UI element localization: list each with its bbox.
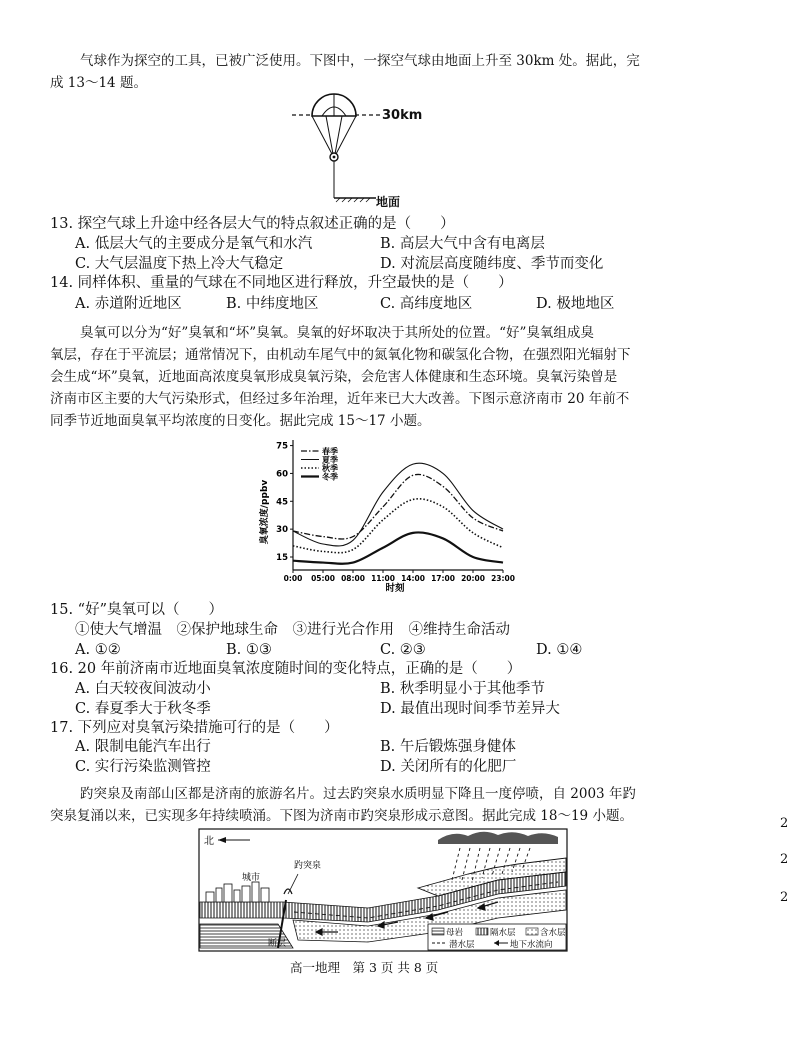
y-tick-label: 45: [276, 497, 288, 508]
intro1-line1: 气球作为探空的工具，已被广泛使用。下图中，一探空气球由地面上升至 30km 处。据此，完: [80, 53, 640, 69]
q13-option-b[interactable]: B. 高层大气中含有电离层: [380, 236, 545, 252]
q16-option-c[interactable]: C. 春夏季大于秋冬季: [75, 701, 211, 717]
q15-option-a[interactable]: A. ①②: [75, 642, 121, 658]
margin-mark-3: 2: [780, 890, 789, 905]
q14-stem: 14. 同样体积、重量的气球在不同地区进行释放，升空最快的是（ ）: [50, 275, 513, 291]
q14-option-a[interactable]: A. 赤道附近地区: [75, 296, 182, 312]
q14-option-b[interactable]: B. 中纬度地区: [226, 296, 319, 312]
intro3-line1: 趵突泉及南部山区都是济南的旅游名片。过去趵突泉水质明显下降且一度停喷，自 2003 年趵: [80, 786, 636, 802]
intro2-line4: 济南市区主要的大气污染形式，但经过多年治理，近年来已大大改善。下图示意济南市 20 年前不: [50, 391, 630, 407]
q17-option-d[interactable]: D. 关闭所有的化肥厂: [380, 759, 517, 775]
q15-items: ①使大气增温 ②保护地球生命 ③进行光合作用 ④维持生命活动: [75, 622, 510, 638]
q16-option-a[interactable]: A. 白天较夜间波动小: [75, 681, 211, 697]
x-axis-label: 时刻: [385, 583, 405, 594]
legend-label-2: 夏季: [322, 455, 338, 465]
x-tick-label: 23:00: [491, 574, 515, 583]
legend-label-1: 春季: [322, 447, 338, 456]
q17-stem: 17. 下列应对臭氧污染措施可行的是（ ）: [50, 720, 339, 736]
q16-stem: 16. 20 年前济南市近地面臭氧浓度随时间的变化特点，正确的是（ ）: [50, 661, 522, 677]
legend-bedrock: 母岩: [446, 928, 464, 938]
margin-mark-1: 2: [780, 816, 789, 831]
label-spring: 趵突泉: [294, 861, 322, 871]
q13-option-a[interactable]: A. 低层大气的主要成分是氧气和水汽: [75, 236, 313, 252]
y-tick-label: 15: [276, 553, 288, 563]
intro2-line2: 氧层，存在于平流层；通常情况下，由机动车尾气中的氮氧化物和碳氢化合物，在强烈阳光辐射下: [50, 347, 631, 363]
q15-stem: 15. “好”臭氧可以（ ）: [50, 602, 223, 618]
x-tick-label: 05:00: [311, 574, 335, 583]
ozone-chart: [255, 432, 515, 597]
q16-option-b[interactable]: B. 秋季明显小于其他季节: [380, 681, 545, 697]
x-tick-label: 08:00: [341, 574, 365, 583]
q14-option-d[interactable]: D. 极地地区: [536, 296, 615, 312]
intro2-line5: 同季节近地面臭氧平均浓度的日变化。据此完成 15～17 小题。: [50, 413, 431, 429]
label-fault: 断层: [268, 939, 287, 949]
q16-option-d[interactable]: D. 最值出现时间季节差异大: [380, 701, 560, 717]
q13-option-c[interactable]: C. 大气层温度下热上冷大气稳定: [75, 256, 284, 272]
x-tick-label: 14:00: [401, 574, 425, 583]
legend-label-4: 冬季: [322, 472, 338, 482]
intro2-line1: 臭氧可以分为“好”臭氧和“坏”臭氧。臭氧的好坏取决于其所处的位置。“好”臭氧组成臭: [80, 325, 594, 341]
y-tick-label: 30: [276, 525, 288, 536]
x-tick-label: 17:00: [431, 574, 455, 583]
intro2-line3: 会生成“坏”臭氧，近地面高浓度臭氧形成臭氧污染，会危害人体健康和生态环境。臭氧污染曾是: [50, 369, 618, 385]
page-footer: 高一地理 第 3 页 共 8 页: [290, 960, 439, 975]
q15-option-b[interactable]: B. ①③: [226, 642, 272, 658]
margin-mark-2: 2: [780, 852, 789, 867]
label-city: 城市: [242, 873, 261, 883]
q14-option-c[interactable]: C. 高纬度地区: [380, 296, 473, 312]
legend-aquifer: 含水层: [540, 928, 566, 938]
q13-option-d[interactable]: D. 对流层高度随纬度、季节而变化: [380, 256, 604, 272]
x-tick-label: 20:00: [461, 574, 485, 583]
intro3-line2: 突泉复涌以来，已实现多年持续喷涌。下图为济南市趵突泉形成示意图。据此完成 18～19 小题。: [50, 808, 633, 824]
y-tick-label: 75: [276, 441, 288, 452]
label-ground: 地面: [376, 195, 401, 209]
legend-flow: 地下水流向: [510, 940, 553, 950]
q17-option-a[interactable]: A. 限制电能汽车出行: [75, 739, 211, 755]
q17-option-c[interactable]: C. 实行污染监测管控: [75, 759, 211, 775]
q13-stem: 13. 探空气球上升途中经各层大气的特点叙述正确的是（ ）: [50, 216, 455, 232]
q15-option-d[interactable]: D. ①④: [536, 642, 583, 658]
q15-option-c[interactable]: C. ②③: [380, 642, 426, 658]
q17-option-b[interactable]: B. 午后锻炼强身健体: [380, 739, 516, 755]
y-axis-label: 臭氧浓度/ppbv: [260, 479, 270, 545]
legend-label-3: 秋季: [322, 464, 338, 473]
legend-water-table: 潜水层: [449, 940, 475, 950]
spring-formation-diagram: [198, 828, 568, 952]
x-tick-label: 11:00: [371, 574, 395, 583]
intro1-line2: 成 13～14 题。: [50, 75, 147, 91]
legend-aquiclude: 隔水层: [490, 928, 516, 938]
y-tick-label: 60: [276, 469, 288, 480]
x-tick-label: 0:00: [283, 574, 303, 583]
label-30km: 30km: [382, 108, 423, 123]
label-north: 北: [204, 836, 214, 847]
